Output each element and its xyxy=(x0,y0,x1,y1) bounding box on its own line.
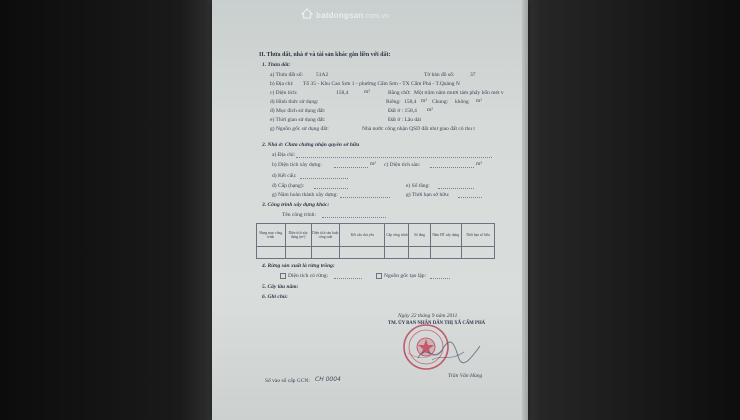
house-heading: 2. Nhà ở: Chưa chứng nhận quyền sở hữu xyxy=(262,142,360,148)
house-floor-area-unit: m² xyxy=(476,161,482,167)
construction-name-label: Tên công trình: xyxy=(282,212,316,218)
house-floor-area-label: c) Diện tích sàn: xyxy=(384,162,421,168)
house-year-line xyxy=(340,197,390,198)
house-structure-line xyxy=(300,178,348,179)
watermark-suffix: .com.vn xyxy=(363,13,390,20)
signature-scribble xyxy=(414,338,484,368)
table-header-cell: Diện tích xây dựng (m²) xyxy=(285,224,311,247)
address-label: b) Địa chỉ: xyxy=(270,81,294,87)
book-number-value: CH 0004 xyxy=(315,376,341,383)
address-value: Tổ 35 - Khu Cao Sơn 1 - phường Cẩm Sơn - TX Cẩm Phả - T.Quảng N xyxy=(303,81,460,87)
house-build-area-unit: m² xyxy=(370,161,376,167)
forest-area-checkbox xyxy=(280,273,286,279)
house-address-label: a) Địa chỉ: xyxy=(272,152,296,158)
use-form-label: d) Hình thức sử dụng: xyxy=(270,99,319,105)
forest-origin-line xyxy=(430,278,450,279)
house-floor-area-line xyxy=(430,167,474,168)
shared-value: không xyxy=(455,99,469,105)
area-unit: m² xyxy=(364,89,370,95)
shared-unit: m² xyxy=(476,98,482,104)
watermark xyxy=(316,11,389,20)
land-heading: 1. Thửa đất: xyxy=(262,62,291,68)
house-build-area-line xyxy=(334,167,368,168)
table-header-cell: Hạng mục công trình xyxy=(257,224,286,247)
area-words: Một trăm năm mươi tám phẩy bốn mét v xyxy=(414,90,504,96)
duration-value: Đất ở : Lâu dài xyxy=(388,117,422,123)
forest-heading: 4. Rừng sản xuất là rừng trồng: xyxy=(262,263,335,269)
house-grade-line xyxy=(314,188,348,189)
shared-label: Chung: xyxy=(432,99,449,105)
table-header-cell: Năm HT xây dựng xyxy=(430,224,461,247)
construction-name-line xyxy=(322,217,386,218)
table-header-cell: Cấp công trình xyxy=(385,224,409,247)
house-floors-label: e) Số tầng: xyxy=(406,183,430,189)
forest-origin-label: Nguồn gốc tạo lập: xyxy=(384,273,427,279)
purpose-value: Đất ở : 158,4 xyxy=(388,108,417,114)
house-grade-label: đ) Cấp (hạng): xyxy=(272,183,305,189)
table-header-row xyxy=(257,224,495,247)
house-structure-label: d) Kết cấu: xyxy=(272,173,297,179)
signer-name: Trần Văn Hùng xyxy=(448,373,483,379)
watermark-brand: batdongsan xyxy=(316,11,364,20)
house-address-line xyxy=(296,157,492,158)
house-term-label: g) Thời hạn sở hữu: xyxy=(406,192,450,198)
private-unit: m² xyxy=(421,98,427,104)
book-number-label: Số vào sổ cấp GCN: xyxy=(265,378,310,384)
construction-table xyxy=(256,223,495,259)
area-label: c) Diện tích: xyxy=(270,90,298,96)
origin-value: Nhà nước công nhận QSD đất như giao đất có thu t xyxy=(362,126,475,132)
house-logo-icon xyxy=(301,8,313,19)
map-sheet-value: 37 xyxy=(470,72,476,78)
page-edge-shadow xyxy=(522,0,528,420)
forest-area-label: Diện tích có rừng: xyxy=(288,273,329,279)
issuing-authority: TM. ỦY BAN NHÂN DÂN THỊ XÃ CẨM PHẢ xyxy=(388,321,486,326)
table-header-cell: Kết cấu chủ yếu xyxy=(340,224,385,247)
house-floors-line xyxy=(438,188,474,189)
table-row xyxy=(257,247,495,259)
area-words-label: Bằng chữ: xyxy=(388,90,411,96)
private-value: 158,4 xyxy=(404,99,417,105)
section-title: II. Thửa đất, nhà ở và tài sản khác gắn liền với đất: xyxy=(259,52,391,58)
area-value: 158,4 xyxy=(336,90,349,96)
table-header-cell: Diện tích sàn hoặc công suất xyxy=(311,224,340,247)
forest-origin-checkbox xyxy=(376,273,382,279)
table-header-cell: Thời hạn sở hữu xyxy=(461,224,494,247)
notes-heading: 6. Ghi chú: xyxy=(262,294,288,300)
purpose-label: đ) Mục đích sử dụng đất: xyxy=(270,108,326,114)
issue-date: Ngày 22 tháng 9 năm 2011 xyxy=(398,313,458,319)
perennial-heading: 5. Cây lâu năm: xyxy=(262,284,299,290)
land-parcel-label: a) Thửa đất số: xyxy=(270,72,303,78)
house-year-label: g) Năm hoàn thành xây dựng: xyxy=(272,192,338,198)
construction-heading: 3. Công trình xây dựng khác: xyxy=(262,202,330,208)
table-header-cell: Số tầng xyxy=(409,224,430,247)
land-parcel-value: 51A2 xyxy=(316,72,329,78)
origin-label: g) Nguồn gốc sử dụng đất: xyxy=(270,126,329,132)
map-sheet-label: Tờ bản đồ số: xyxy=(424,72,455,78)
house-build-area-label: b) Diện tích xây dựng: xyxy=(272,162,322,168)
private-label: Riêng: xyxy=(386,99,401,105)
house-term-line xyxy=(458,197,482,198)
forest-area-line xyxy=(334,278,362,279)
duration-label: e) Thời gian sử dụng đất: xyxy=(270,117,326,123)
purpose-unit: m² xyxy=(427,107,433,113)
